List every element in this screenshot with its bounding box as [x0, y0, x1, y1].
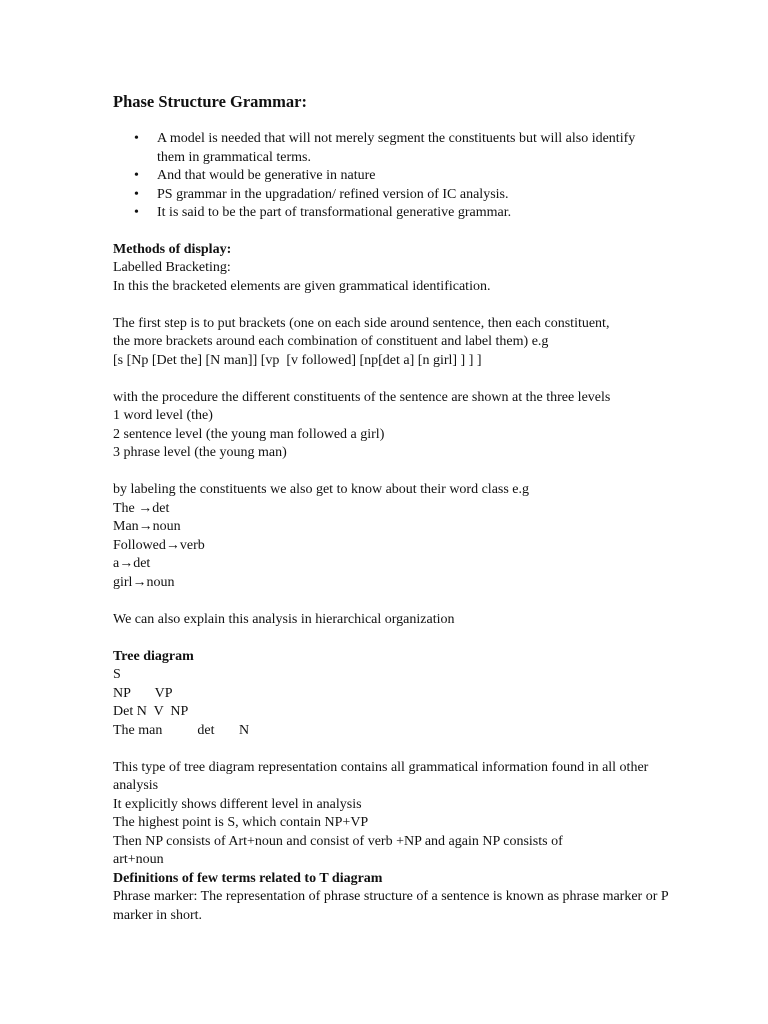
- tree-heading: Tree diagram: [113, 648, 194, 664]
- level-3: 3 phrase level (the young man): [113, 445, 287, 460]
- bullet-icon: •: [134, 205, 139, 220]
- first-step-line-1: The first step is to put brackets (one on each side around sentence, then each constituent,: [113, 315, 610, 331]
- bullet-icon: •: [134, 131, 139, 146]
- tree-desc-4: Then NP consists of Art+noun and consist of verb +NP and again NP consists of art+noun: [113, 833, 563, 867]
- arrow-icon: →: [138, 519, 153, 534]
- phrase-marker-definition: Phrase marker: The representation of phrase structure of a sentence is known as phrase marker or P marker in short.: [113, 889, 669, 923]
- labeling-item: a→det: [113, 556, 151, 571]
- tree-desc-2: It explicitly shows different level in analysis: [113, 796, 362, 812]
- arrow-icon: →: [119, 556, 134, 571]
- labeling-item: Followed→verb: [113, 537, 205, 553]
- list-item: • And that would be generative in nature: [113, 167, 647, 186]
- tree-desc-3: The highest point is S, which contain NP+VP: [113, 815, 369, 830]
- list-item: • It is said to be the part of transformational generative grammar.: [113, 204, 647, 223]
- methods-text: In this the bracketed elements are given grammatical identification.: [113, 278, 491, 294]
- tree-row: Det N V NP: [113, 704, 189, 719]
- tree-row: The man det N: [113, 722, 250, 738]
- level-1: 1 word level (the): [113, 408, 213, 423]
- bullet-icon: •: [134, 168, 139, 183]
- labeling-item: Man→noun: [113, 519, 181, 534]
- levels-intro: with the procedure the different constituents of the sentence are shown at the three levels: [113, 389, 611, 405]
- level-2: 2 sentence level (the young man followed a girl): [113, 426, 385, 442]
- tree-row: NP VP: [113, 685, 173, 701]
- tree-row: S: [113, 667, 121, 682]
- document-page: [113, 92, 673, 925]
- labeling-item: The →det: [113, 500, 170, 516]
- labeling-item: girl→noun: [113, 574, 175, 590]
- first-step-line-2: the more brackets around each combination of constituent and label them) e.g: [113, 334, 549, 349]
- arrow-icon: →: [138, 500, 153, 516]
- methods-subheading: Labelled Bracketing:: [113, 260, 231, 275]
- hierarchy-text: We can also explain this analysis in hierarchical organization: [113, 611, 455, 627]
- arrow-icon: →: [165, 537, 180, 553]
- bullet-icon: •: [134, 186, 139, 202]
- bracket-example: [s [Np [Det the] [N man]] [vp [v followed] [np[det a] [n girl] ] ] ]: [113, 352, 482, 368]
- list-item: • PS grammar in the upgradation/ refined version of IC analysis.: [113, 186, 647, 205]
- labeling-intro: by labeling the constituents we also get to know about their word class e.g: [113, 482, 530, 497]
- tree-desc-1: This type of tree diagram representation contains all grammatical information found in all other analysis: [113, 759, 649, 793]
- list-item: • A model is needed that will not merely segment the constituents but will also identify them in grammatical terms.: [134, 131, 636, 165]
- definitions-heading: Definitions of few terms related to T diagram: [113, 870, 383, 886]
- arrow-icon: →: [132, 574, 147, 590]
- bullet-list: [113, 130, 673, 223]
- methods-heading: Methods of display:: [113, 241, 232, 257]
- page-title: Phase Structure Grammar:: [113, 92, 307, 111]
